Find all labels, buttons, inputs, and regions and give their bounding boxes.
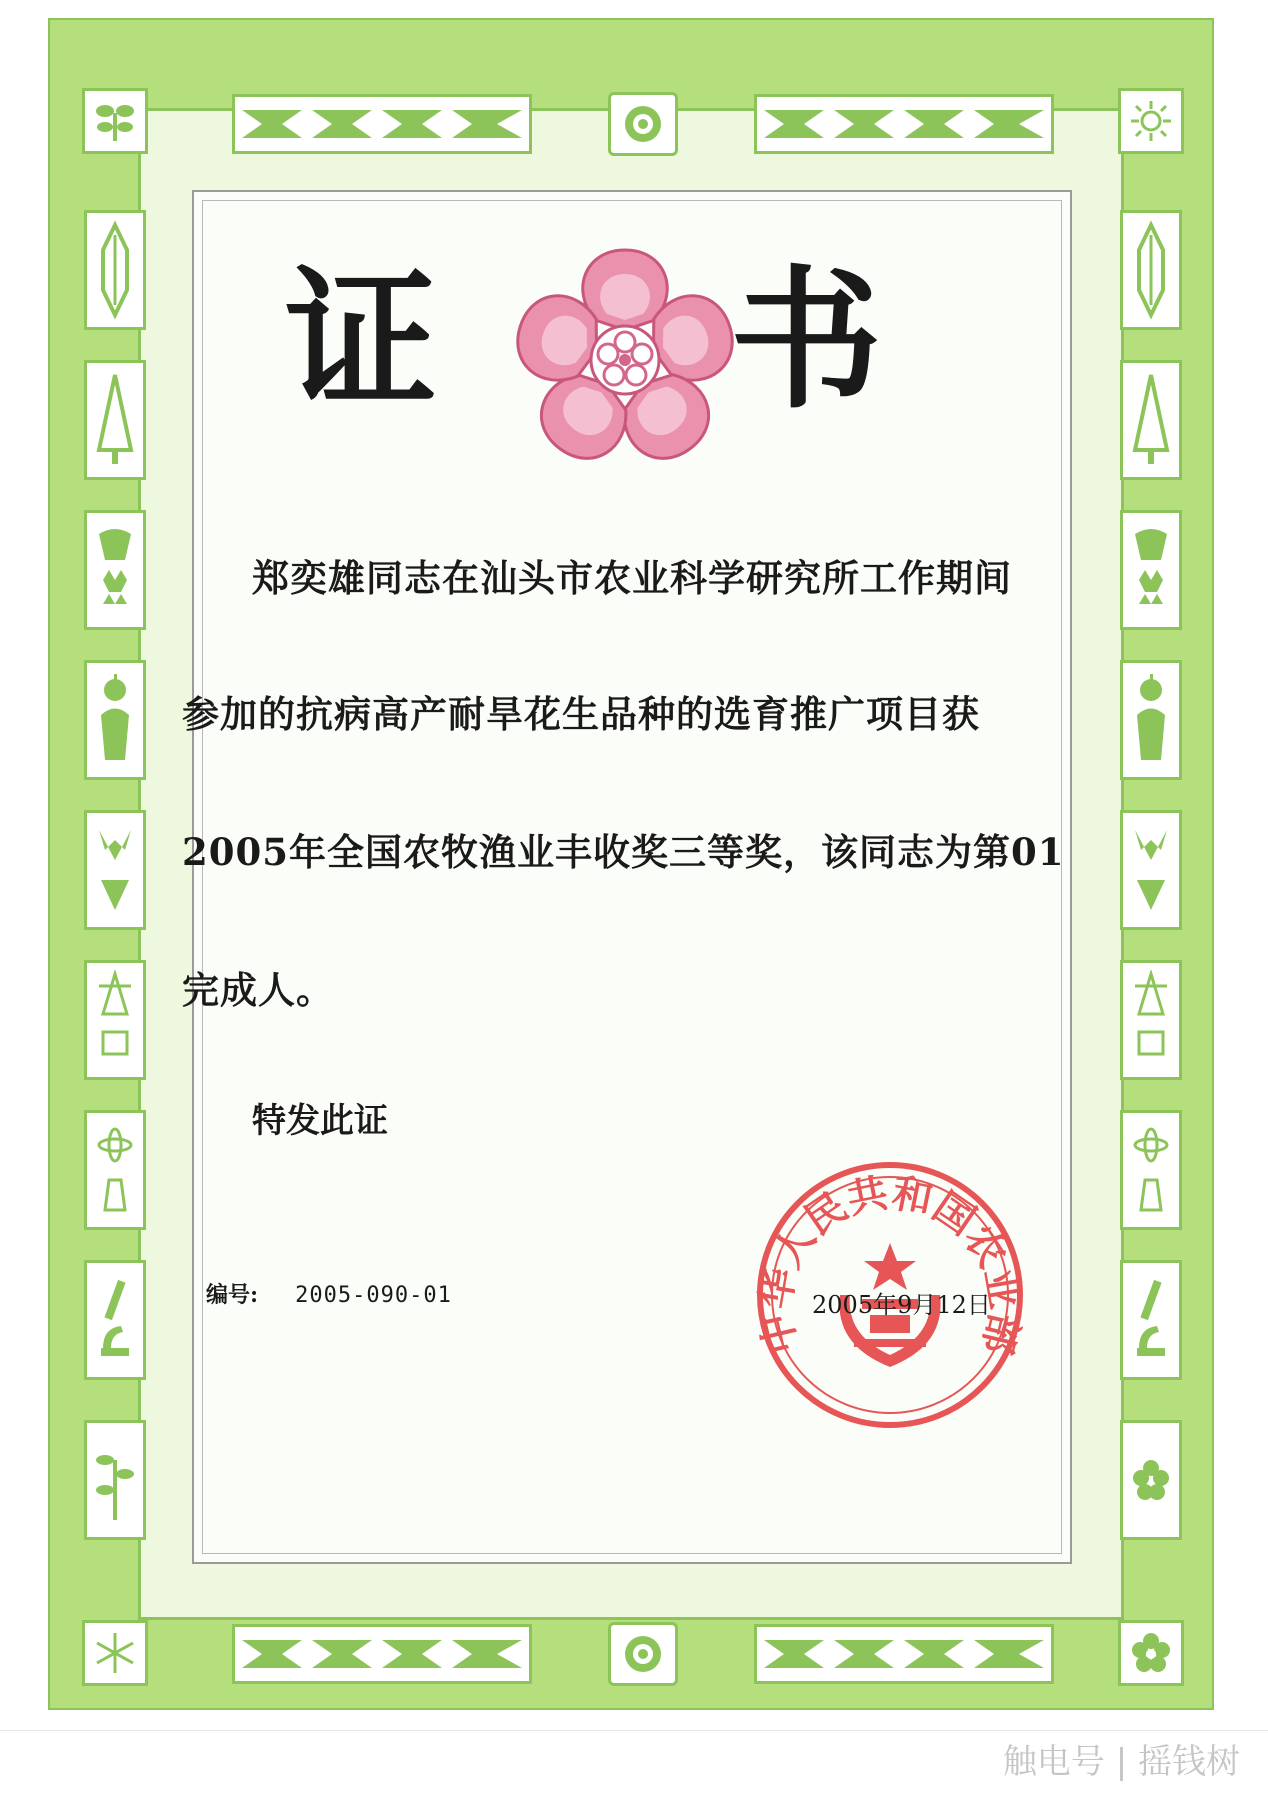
power-tower-icon <box>1120 960 1182 1080</box>
body-line-3: 2005年全国农牧渔业丰收奖三等奖，该同志为第01 <box>182 830 1065 874</box>
atom-icon <box>1120 1110 1182 1230</box>
watermark-text: 触电号 | 摇钱树 <box>1002 1742 1240 1782</box>
flower-emblem <box>500 238 750 482</box>
tree-icon <box>84 360 146 480</box>
footer-divider <box>0 1730 1268 1731</box>
wheat-icon <box>84 210 146 330</box>
number-value: 2005-090-01 <box>295 1283 452 1308</box>
title-character-left: 证 <box>285 250 437 429</box>
apple-icon <box>1120 660 1182 780</box>
issue-date: 2005年9月12日 <box>812 1291 991 1319</box>
flower-icon <box>1120 1420 1182 1540</box>
fish-icon <box>1120 810 1182 930</box>
microscope-icon <box>1120 1260 1182 1380</box>
sun-icon <box>1118 88 1184 154</box>
leaf-bar-ornament <box>232 94 532 154</box>
number-label: 编号: <box>206 1282 259 1308</box>
body-line-1: 郑奕雄同志在汕头市农业科学研究所工作期间 <box>252 556 1012 600</box>
sprout-icon <box>82 88 148 154</box>
cow-icon <box>1120 510 1182 630</box>
cow-icon <box>84 510 146 630</box>
leaf-bar-ornament <box>754 94 1054 154</box>
body-line-4: 完成人。 <box>182 968 334 1012</box>
power-tower-icon <box>84 960 146 1080</box>
tree-icon <box>1120 360 1182 480</box>
seal-text: 中华人民共和国农业部 <box>752 1170 1028 1359</box>
certificate-number <box>206 1278 452 1309</box>
apple-icon <box>84 660 146 780</box>
cotton-icon <box>608 92 678 156</box>
leaf-bar-ornament <box>232 1624 532 1684</box>
snowflake-icon <box>82 1620 148 1686</box>
closing-phrase: 特发此证 <box>252 1101 388 1141</box>
microscope-icon <box>84 1260 146 1380</box>
body-line-2: 参加的抗病高产耐旱花生品种的选育推广项目获 <box>182 692 980 736</box>
wheat-icon <box>1120 210 1182 330</box>
leaf-bar-ornament <box>754 1624 1054 1684</box>
cotton-icon <box>608 1622 678 1686</box>
sprout-icon <box>84 1420 146 1540</box>
title-character-right: 书 <box>730 250 882 429</box>
fish-icon <box>84 810 146 930</box>
atom-icon <box>84 1110 146 1230</box>
flower-icon <box>1118 1620 1184 1686</box>
